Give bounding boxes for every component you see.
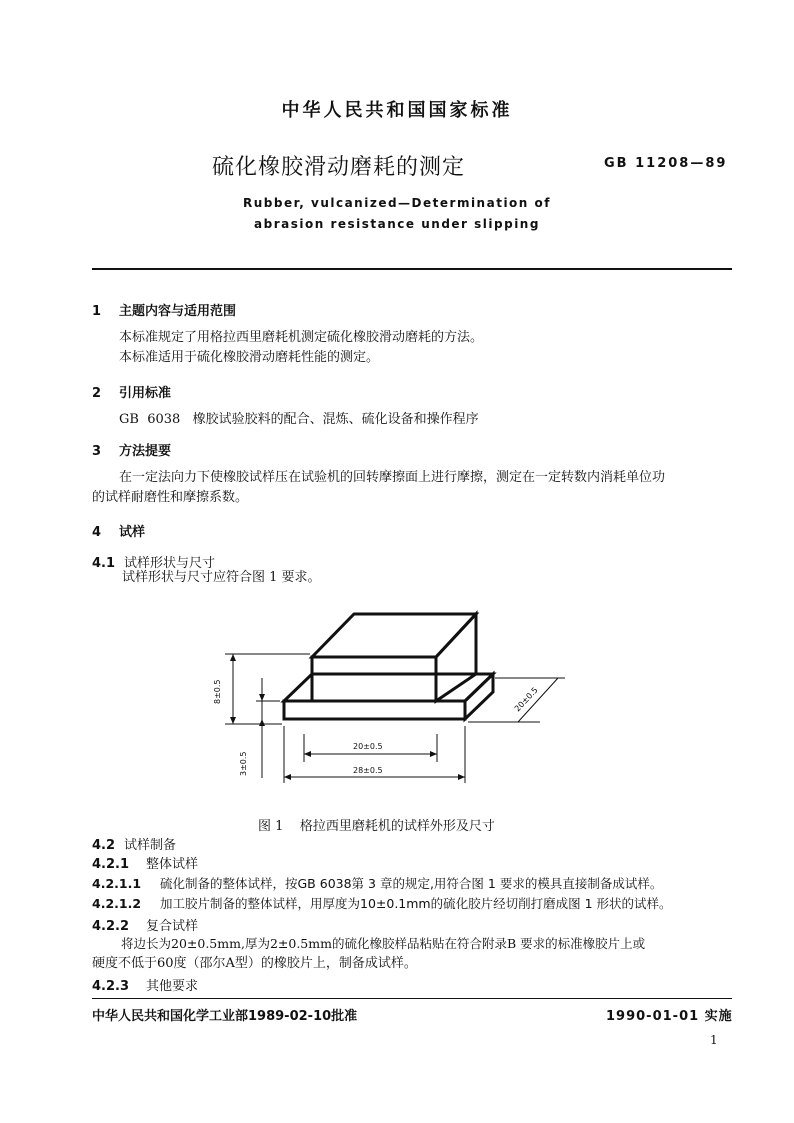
- specimen-base-side: [465, 674, 493, 719]
- dim-arrow: [259, 719, 265, 726]
- english-title-line-2: abrasion resistance under slipping: [254, 217, 540, 231]
- section-1-heading: [92, 300, 236, 319]
- section-number: 4.2: [92, 838, 116, 853]
- section-title: 试样制备: [124, 838, 177, 853]
- specimen-block-top: [312, 614, 476, 657]
- specimen-base-front: [284, 701, 465, 719]
- section-4-2-1-2: [92, 894, 672, 912]
- section-2-reference: GB 6038 橡胶试验胶料的配合、混炼、硫化设备和操作程序: [119, 412, 479, 427]
- section-4-2-2-paragraph-line-1: 将边长为20±0.5mm,厚为2±0.5mm的硫化橡胶样品粘贴在符合附录B 要求的标准橡胶片上或: [121, 936, 646, 951]
- section-text: 硫化制备的整体试样，按GB 6038第 3 章的规定,用符合图 1 要求的模具直接制备成试样。: [160, 876, 663, 891]
- issuing-organization: 中华人民共和国国家标准: [281, 100, 513, 121]
- section-number: 3: [92, 444, 102, 459]
- specimen-drawing: [200, 598, 570, 798]
- specimen-block-side: [436, 614, 476, 701]
- section-number: 4.1: [92, 556, 116, 571]
- section-2-heading: [92, 382, 171, 401]
- section-title: 试样: [119, 525, 146, 540]
- section-title: 主题内容与适用范围: [119, 304, 237, 319]
- dim-height-label: 8±0.5: [213, 679, 222, 704]
- section-title: 方法提要: [119, 444, 172, 459]
- dim-arrow: [458, 774, 465, 780]
- section-number: 4.2.1: [92, 857, 130, 872]
- section-number: 1: [92, 304, 102, 319]
- section-title: 其他要求: [146, 979, 199, 994]
- footer-rule: [92, 998, 732, 999]
- dim-thickness-label: 3±0.5: [239, 751, 248, 776]
- english-title-line-1: Rubber, vulcanized—Determination of: [243, 196, 551, 210]
- specimen-block-front: [312, 657, 436, 701]
- section-4-2-3-heading: [92, 975, 198, 994]
- section-number: 4.2.1.2: [92, 896, 142, 911]
- section-4-2-heading: [92, 834, 176, 853]
- standard-code: GB 11208—89: [604, 156, 728, 171]
- dim-arrow: [430, 751, 437, 757]
- section-3-paragraph-line-1: 在一定法向力下使橡胶试样压在试验机的回转摩擦面上进行摩擦，测定在一定转数内消耗单位功: [119, 470, 666, 485]
- section-number: 4: [92, 525, 102, 540]
- dim-arrow: [284, 774, 291, 780]
- section-3-heading: [92, 440, 171, 459]
- section-title: 试样形状与尺寸: [124, 556, 216, 571]
- section-title: 引用标准: [119, 386, 172, 401]
- section-4-heading: [92, 521, 145, 540]
- approval-line: 中华人民共和国化学工业部1989-02-10批准: [92, 1009, 358, 1024]
- section-1-paragraph-1: 本标准规定了用格拉西里磨耗机测定硫化橡胶滑动磨耗的方法。: [119, 330, 484, 345]
- document-title: 硫化橡胶滑动磨耗的测定: [212, 155, 466, 180]
- dim-depth-label: 20±0.5: [512, 685, 540, 714]
- dim-arrow: [230, 717, 236, 724]
- dim-inner-width-label: 20±0.5: [353, 742, 383, 751]
- section-4-2-1-1: [92, 874, 662, 892]
- section-number: 4.2.1.1: [92, 876, 142, 891]
- specimen-base-top: [284, 674, 493, 701]
- dim-outer-width-label: 28±0.5: [353, 766, 383, 775]
- section-4-2-2-heading: [92, 915, 198, 934]
- dim-arrow: [304, 751, 311, 757]
- section-4-2-2-paragraph-line-2: 硬度不低于60度（邵尔A型）的橡胶片上，制备成试样。: [92, 956, 417, 971]
- implementation-date: 1990-01-01 实施: [606, 1009, 733, 1024]
- page-number: 1: [710, 1033, 718, 1047]
- header-rule: [92, 268, 732, 270]
- section-3-paragraph-line-2: 的试样耐磨性和摩擦系数。: [92, 490, 249, 505]
- section-number: 4.2.3: [92, 979, 130, 994]
- section-text: 加工胶片制备的整体试样，用厚度为10±0.1mm的硫化胶片经切削打磨成图 1 形状的试样。: [160, 896, 672, 911]
- section-number: 4.2.2: [92, 919, 130, 934]
- section-4-2-1-heading: [92, 853, 198, 872]
- section-number: 2: [92, 386, 102, 401]
- section-4-1-paragraph: 试样形状与尺寸应符合图 1 要求。: [122, 570, 321, 585]
- section-title: 整体试样: [146, 857, 199, 872]
- dim-arrow: [230, 654, 236, 661]
- dim-arrow: [259, 694, 265, 701]
- section-title: 复合试样: [146, 919, 199, 934]
- section-1-paragraph-2: 本标准适用于硫化橡胶滑动磨耗性能的测定。: [119, 350, 380, 365]
- figure-1-caption: 图 1 格拉西里磨耗机的试样外形及尺寸: [258, 819, 495, 834]
